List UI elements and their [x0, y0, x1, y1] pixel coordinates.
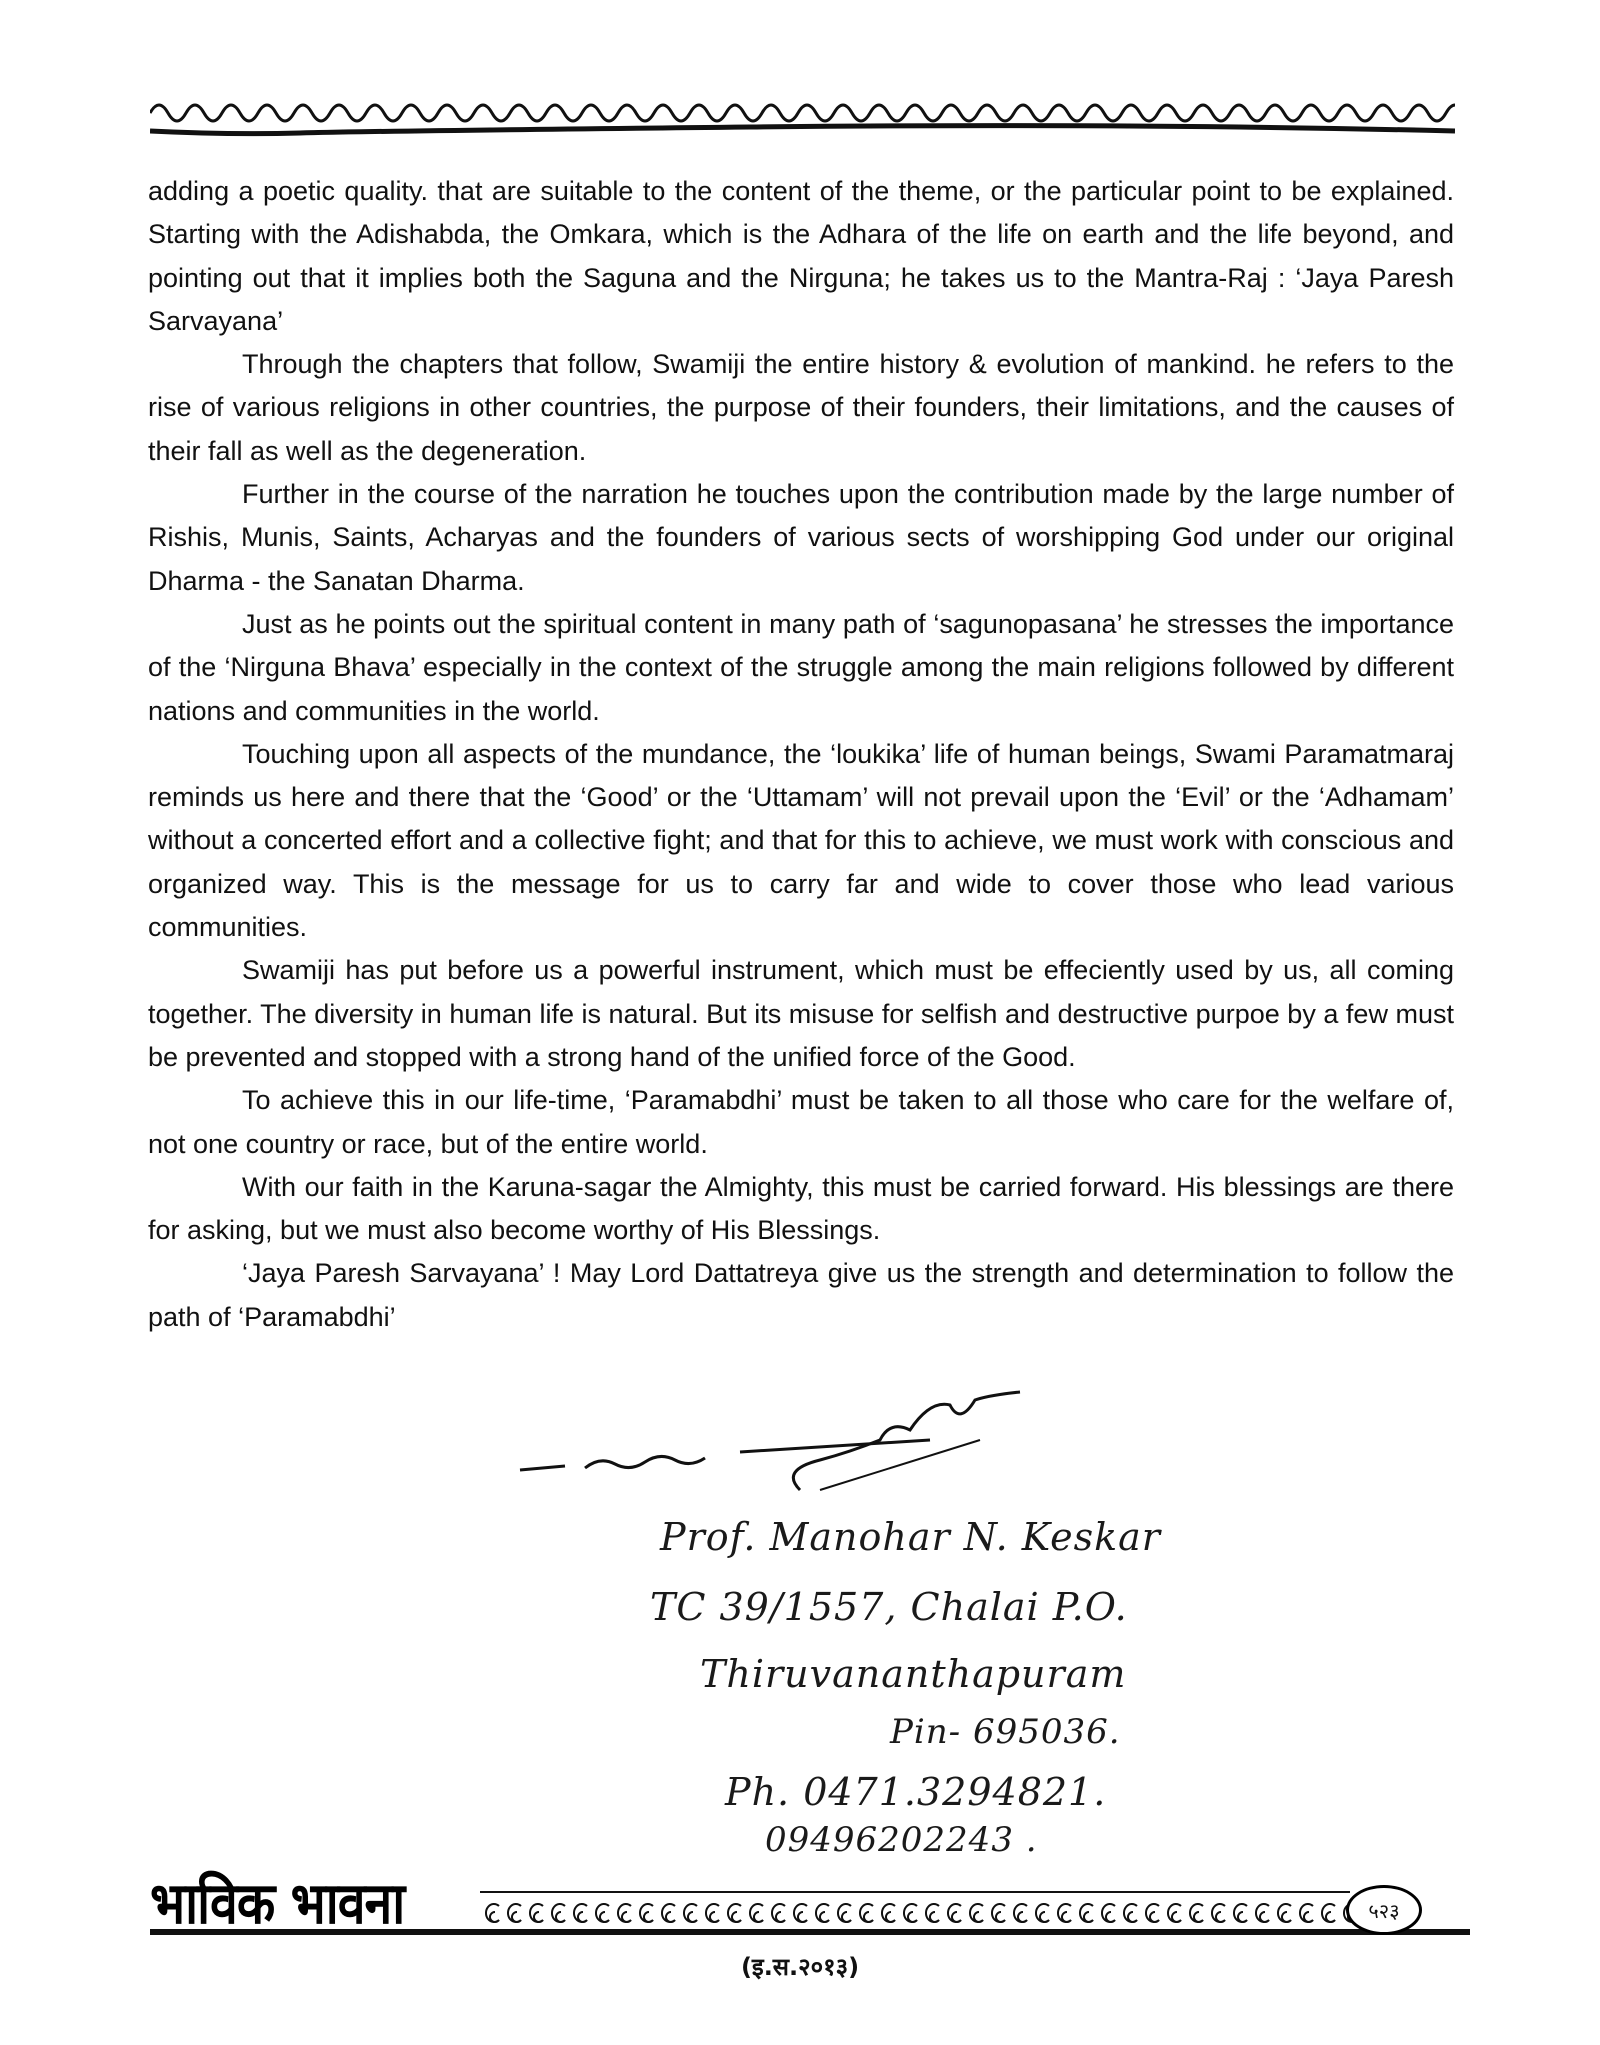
paragraph: Swamiji has put before us a powerful instrument, which must be effeciently used by us, all coming together. The diversity in human life is natural. But its misuse for selfish and destructive purpoe by a few must be prevented and stopped with a strong hand of the unified force of the Good. — [148, 955, 1454, 1072]
paragraph: adding a poetic quality. that are suitable to the content of the theme, or the particular point to be explained. Starting with the Adishabda, the Omkara, which is the Adhara of the life on earth and the life beyond, and pointing out that it implies both the Saguna and the Nirguna; he takes us to the Mantra-Raj : ‘Jaya Paresh Sarvayana’ — [148, 176, 1454, 336]
handwritten-signature-block — [510, 1390, 1410, 1860]
publication-year: (इ.स.२०१३) — [740, 1953, 860, 1981]
paragraph: Touching upon all aspects of the mundance, the ‘loukika’ life of human beings, Swami Paramatmaraj reminds us here and there that the ‘Good’ or the ‘Uttamam’ will not prevail upon the ‘Evil’ or the ‘Adhamam’ without a concerted effort and a collective fight; and that for this to achieve, we must work with conscious and organized way. This is the message for us to carry far and wide to cover those who lead various communities. — [148, 738, 1454, 943]
paragraph: ‘Jaya Paresh Sarvayana’ ! May Lord Dattatreya give us the strength and determination to follow the path of ‘Paramabdhi’ — [148, 1258, 1454, 1332]
signature-address: TC 39/1557, Chalai P.O. — [650, 1585, 1128, 1629]
paragraph: Further in the course of the narration he touches upon the contribution made by the large number of Rishis, Munis, Saints, Acharyas and the founders of various sects of worshipping God under our original Dharma - the Sanatan Dharma. — [148, 479, 1454, 596]
paragraph: To achieve this in our life-time, ‘Paramabdhi’ must be taken to all those who care for the welfare of, not one country or race, but of the entire world. — [148, 1085, 1454, 1159]
magazine-title: भाविक भावना — [150, 1869, 405, 1937]
paragraph: Just as he points out the spiritual content in many path of ‘sagunopasana’ he stresses the importance of the ‘Nirguna Bhava’ especially in the context of the struggle among the main religions followed by different nations and communities in the world. — [148, 608, 1454, 726]
signature-pin: Pin- 695036. — [890, 1712, 1121, 1752]
header-wavy-rule — [150, 95, 1455, 145]
page-number: ५२३ — [1346, 1885, 1422, 1935]
signature-phone-1: Ph. 0471.3294821. — [725, 1770, 1107, 1814]
signature-phone-2: 09496202243 . — [765, 1820, 1038, 1860]
article-body — [148, 170, 1454, 1339]
signature-scribble — [510, 1390, 1410, 1510]
signature-name: Prof. Manohar N. Keskar — [660, 1515, 1161, 1559]
signature-city: Thiruvananthapuram — [700, 1652, 1127, 1696]
paragraph: Through the chapters that follow, Swamiji the entire history & evolution of mankind. he refers to the rise of various religions in other countries, the purpose of their founders, their limitations, and the causes of their fall as well as the degeneration. — [148, 349, 1454, 466]
paragraph: With our faith in the Karuna-sagar the Almighty, this must be carried forward. His blessings are there for asking, but we must also become worthy of His Blessings. — [148, 1171, 1454, 1246]
